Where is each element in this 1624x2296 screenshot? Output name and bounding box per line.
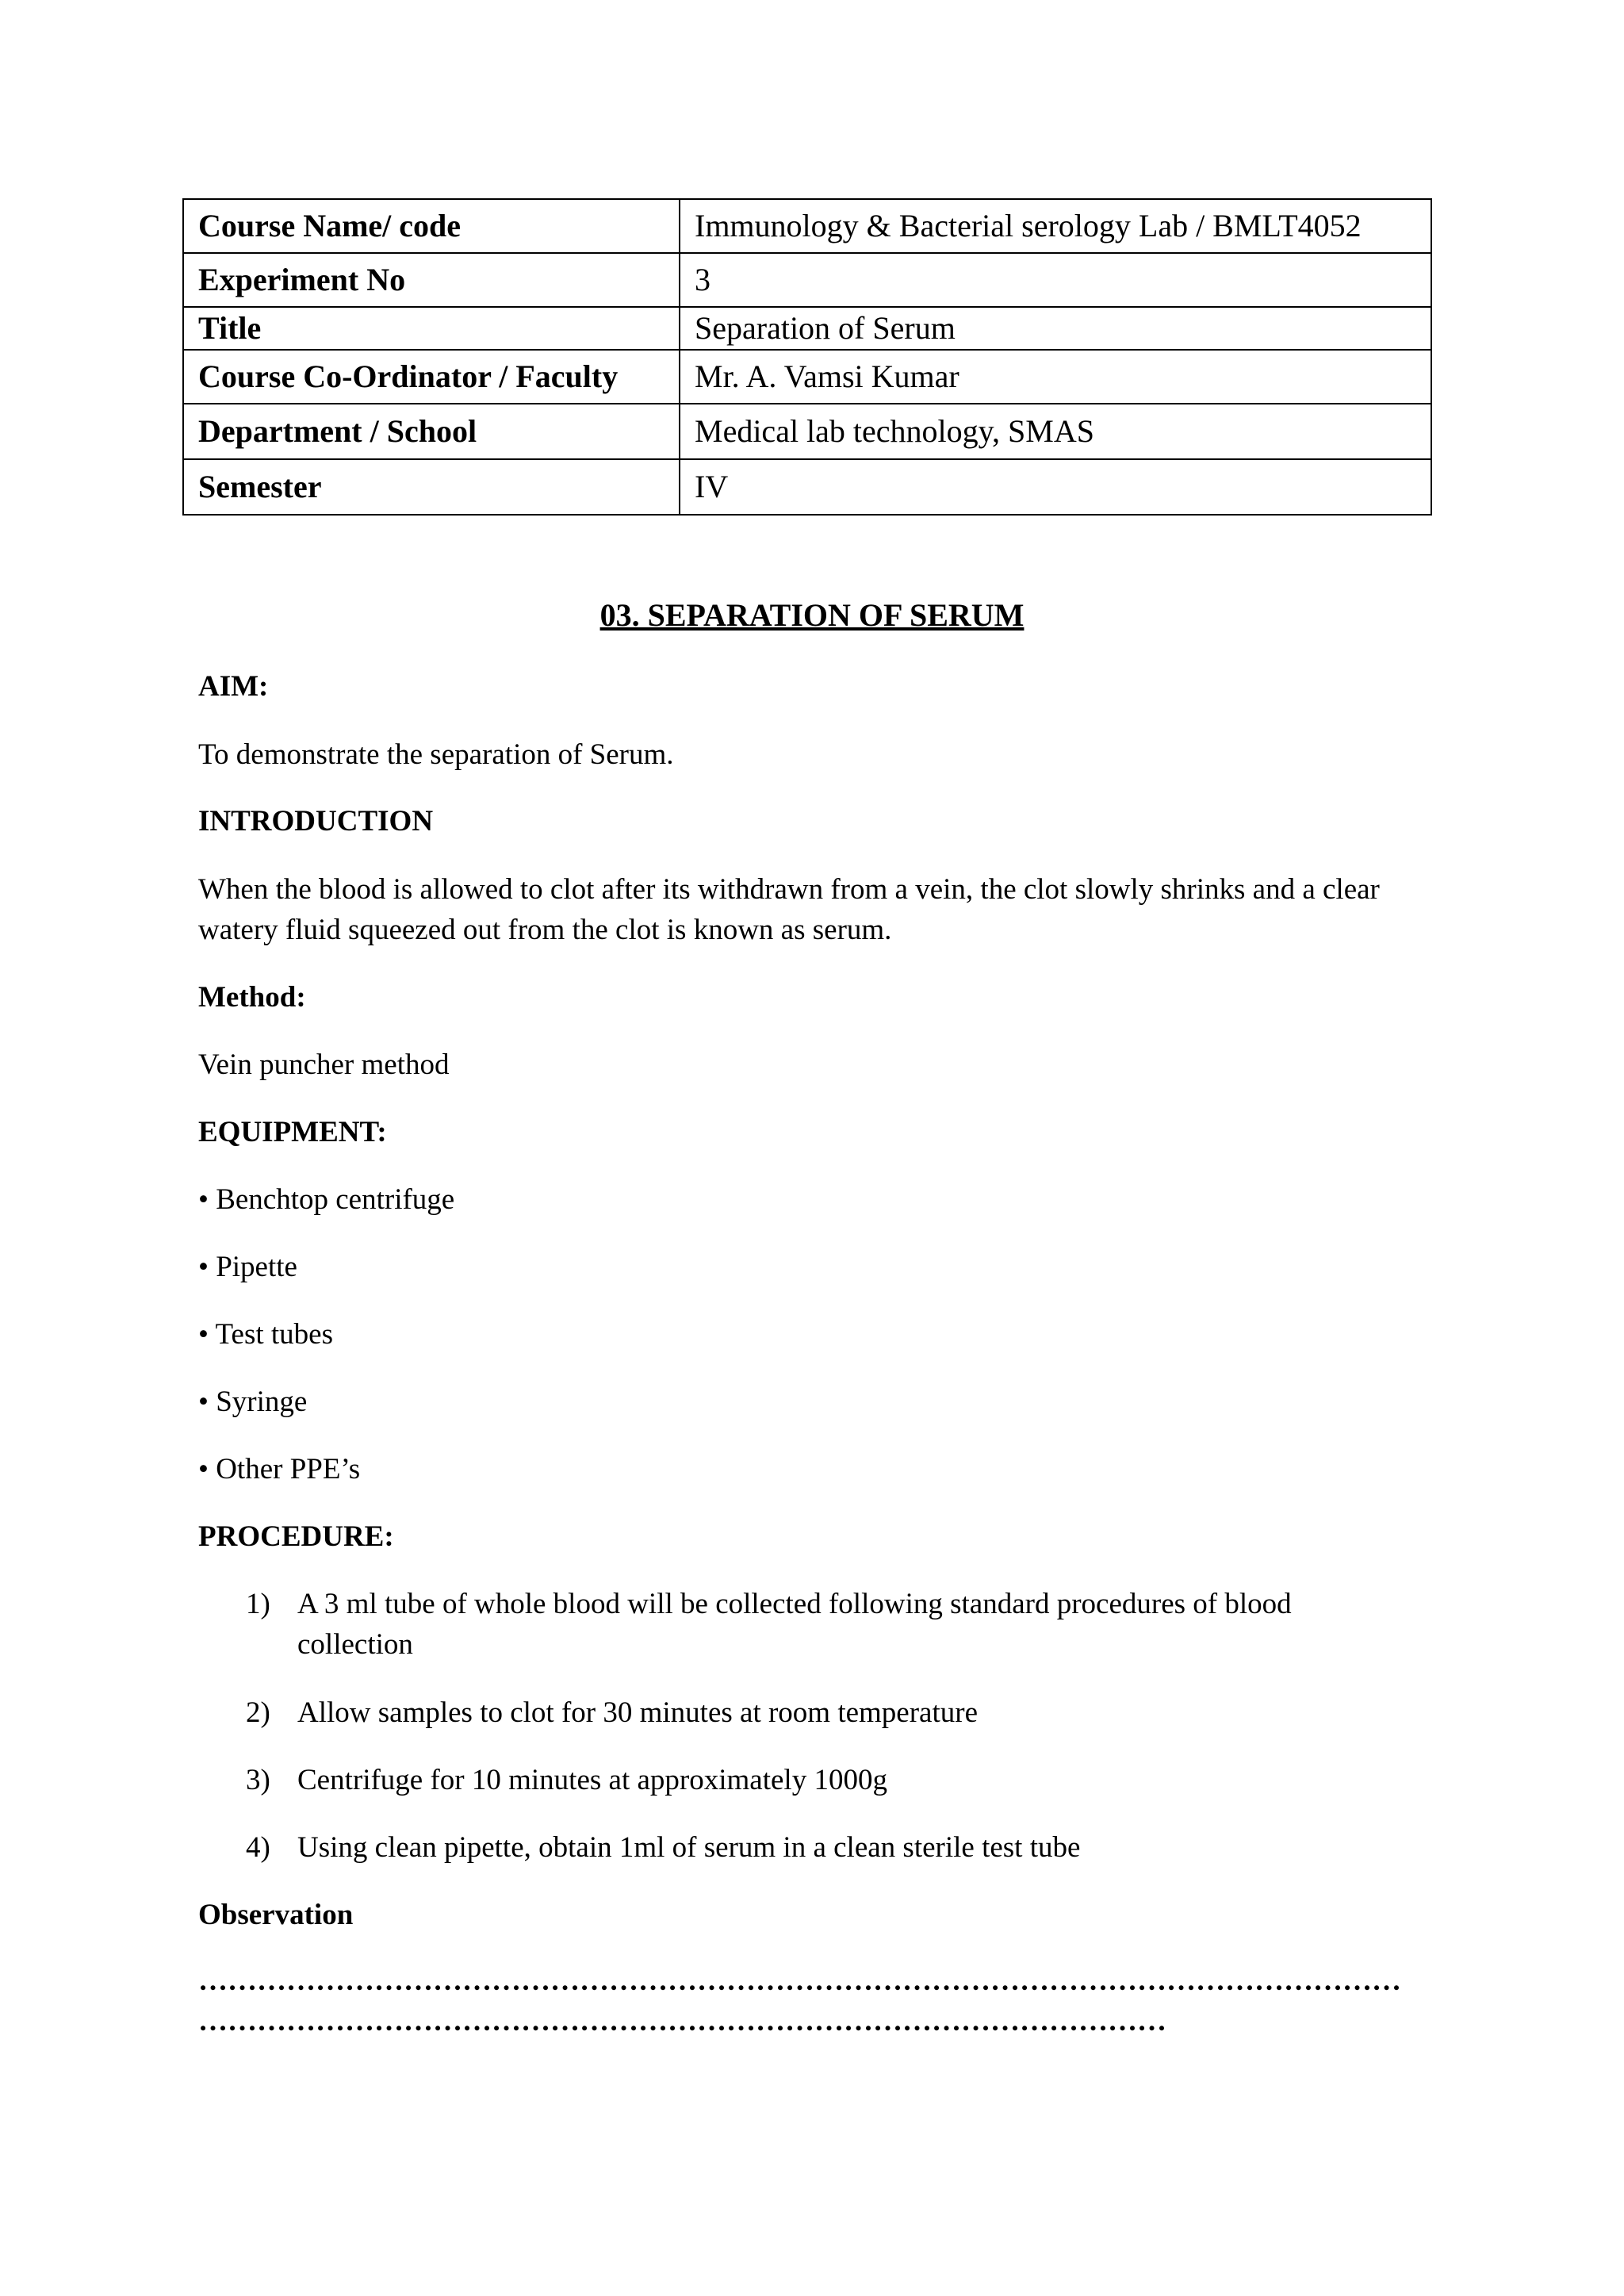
course-info-table — [182, 198, 1432, 516]
equipment-item: • Pipette — [198, 1251, 297, 1283]
equipment-item: • Benchtop centrifuge — [198, 1183, 455, 1216]
procedure-label: PROCEDURE: — [198, 1520, 394, 1553]
step-number: 1) — [246, 1588, 270, 1620]
method-text: Vein puncher method — [198, 1048, 450, 1081]
table-value: Separation of Serum — [680, 307, 1431, 350]
table-label: Course Co-Ordinator / Faculty — [183, 350, 680, 404]
observation-dotted-line: …………………………………………………………………………………………………………… — [198, 1964, 1401, 1997]
procedure-step — [246, 1760, 1400, 1800]
table-row — [183, 307, 1431, 350]
procedure-step — [246, 1584, 1400, 1665]
table-label: Semester — [183, 459, 680, 515]
observation-dotted-line: ……………………………………………………………………………………… — [198, 2005, 1166, 2037]
table-value: IV — [680, 459, 1431, 515]
table-value: Immunology & Bacterial serology Lab / BMLT4052 — [680, 199, 1431, 253]
step-text: A 3 ml tube of whole blood will be collected following standard procedures of blood collection — [297, 1588, 1292, 1661]
equipment-item: • Other PPE’s — [198, 1453, 361, 1485]
table-value: Medical lab technology, SMAS — [680, 404, 1431, 459]
step-number: 3) — [246, 1764, 270, 1796]
method-label: Method: — [198, 981, 306, 1014]
table-value: Mr. A. Vamsi Kumar — [680, 350, 1431, 404]
table-label: Title — [183, 307, 680, 350]
table-label: Course Name/ code — [183, 199, 680, 253]
table-row — [183, 350, 1431, 404]
table-row — [183, 199, 1431, 253]
table-row — [183, 253, 1431, 307]
table-row — [183, 459, 1431, 515]
introduction-line: When the blood is allowed to clot after its withdrawn from a vein, the clot slowly shrinks and a clear — [198, 873, 1380, 906]
equipment-item: • Test tubes — [198, 1318, 334, 1351]
equipment-label: EQUIPMENT: — [198, 1116, 387, 1148]
aim-label: AIM: — [198, 670, 269, 703]
procedure-step — [246, 1692, 1400, 1733]
document-heading: 03. SEPARATION OF SERUM — [599, 597, 1025, 633]
table-label: Department / School — [183, 404, 680, 459]
procedure-step — [246, 1827, 1400, 1868]
introduction-line: watery fluid squeezed out from the clot is known as serum. — [198, 914, 892, 946]
observation-label: Observation — [198, 1899, 354, 1931]
table-label: Experiment No — [183, 253, 680, 307]
step-text: Using clean pipette, obtain 1ml of serum in a clean sterile test tube — [297, 1831, 1081, 1864]
step-number: 4) — [246, 1831, 270, 1864]
aim-text: To demonstrate the separation of Serum. — [198, 738, 674, 771]
introduction-label: INTRODUCTION — [198, 805, 434, 838]
step-text: Allow samples to clot for 30 minutes at room temperature — [297, 1696, 978, 1729]
step-number: 2) — [246, 1696, 270, 1729]
table-value: 3 — [680, 253, 1431, 307]
equipment-item: • Syringe — [198, 1386, 308, 1418]
step-text: Centrifuge for 10 minutes at approximately 1000g — [297, 1764, 887, 1796]
table-row — [183, 404, 1431, 459]
